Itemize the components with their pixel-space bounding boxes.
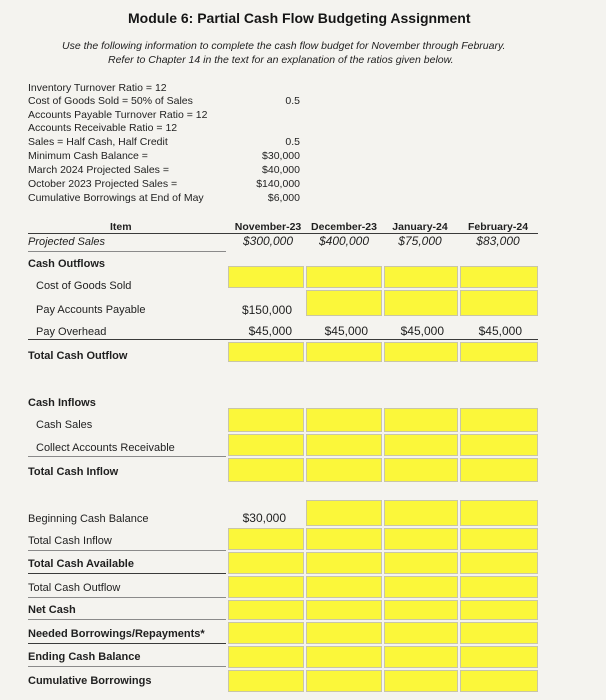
total-inflow-nov-cell[interactable] [228,458,304,482]
total-inflow-dec-cell[interactable] [306,458,382,482]
given-value: $6,000 [267,192,300,204]
row-rule [28,573,226,574]
row-rule [28,643,226,644]
instructions-line-1: Use the following information to complete the cash flow budget for November through February. [62,40,506,52]
overhead-nov-value: $45,000 [248,324,292,338]
total-outflow-dec-cell[interactable] [306,342,382,362]
collect-ar-nov-cell[interactable] [228,434,304,456]
given-value: $30,000 [262,150,300,162]
total-cash-inflow-label-2: Total Cash Inflow [28,535,112,547]
tca-feb-cell[interactable] [460,552,538,574]
overhead-jan-value: $45,000 [400,324,444,338]
month-header-jan: January-24 [392,221,448,233]
instructions-line-2: Refer to Chapter 14 in the text for an explanation of the ratios given below. [108,54,454,66]
cash-sales-jan-cell[interactable] [384,408,458,432]
total-inflow-jan-cell[interactable] [384,458,458,482]
cogs-nov-cell[interactable] [228,266,304,288]
given-value: 0.5 [285,95,300,107]
row-rule [28,550,226,551]
needed-borrowings-label: Needed Borrowings/Repayments* [28,628,205,640]
pay-overhead-label: Pay Overhead [36,326,107,338]
ending-cash-balance-label: Ending Cash Balance [28,651,141,663]
cash-sales-dec-cell[interactable] [306,408,382,432]
projected-sales-label: Projected Sales [28,236,106,248]
month-header-nov: November-23 [234,221,302,233]
total-outflow-feb-cell[interactable] [460,342,538,362]
projected-sales-dec: $400,000 [318,234,370,248]
collect-ar-dec-cell[interactable] [306,434,382,456]
cash-sales-nov-cell[interactable] [228,408,304,432]
collect-ar-jan-cell[interactable] [384,434,458,456]
tco2-nov-cell[interactable] [228,576,304,598]
cash-sales-feb-cell[interactable] [460,408,538,432]
total-inflow-feb-cell[interactable] [460,458,538,482]
given-label: Accounts Payable Turnover Ratio = 12 [28,109,208,121]
borrowings-jan-cell[interactable] [384,622,458,644]
total-cash-outflow-label-2: Total Cash Outflow [28,582,121,594]
projected-sales-nov: $300,000 [242,234,294,248]
cum-borrow-nov-cell[interactable] [228,670,304,692]
row-rule [28,666,226,667]
projected-sales-feb: $83,000 [476,234,520,248]
tca-dec-cell[interactable] [306,552,382,574]
given-value: $40,000 [262,164,300,176]
net-cash-jan-cell[interactable] [384,600,458,620]
given-label: March 2024 Projected Sales = [28,164,169,176]
tco2-dec-cell[interactable] [306,576,382,598]
cum-borrow-dec-cell[interactable] [306,670,382,692]
total-cash-available-label: Total Cash Available [28,558,134,570]
given-label: Cumulative Borrowings at End of May [28,192,204,204]
tci2-dec-cell[interactable] [306,528,382,550]
cum-borrow-jan-cell[interactable] [384,670,458,692]
beginning-cash-dec-cell[interactable] [306,500,382,526]
tci2-nov-cell[interactable] [228,528,304,550]
month-header-dec: December-23 [311,221,377,233]
cumulative-borrowings-label: Cumulative Borrowings [28,675,152,687]
given-value: 0.5 [285,136,300,148]
ending-cash-nov-cell[interactable] [228,646,304,668]
row-rule [28,339,538,340]
given-value: $140,000 [256,178,300,190]
cash-inflows-heading: Cash Inflows [28,397,96,409]
beginning-cash-jan-cell[interactable] [384,500,458,526]
tca-jan-cell[interactable] [384,552,458,574]
pay-ap-feb-cell[interactable] [460,290,538,316]
given-label: Sales = Half Cash, Half Credit [28,136,168,148]
tci2-feb-cell[interactable] [460,528,538,550]
given-label: Minimum Cash Balance = [28,150,148,162]
cash-sales-label: Cash Sales [36,419,93,431]
beginning-cash-feb-cell[interactable] [460,500,538,526]
cost-of-goods-sold-label: Cost of Goods Sold [36,280,132,292]
given-label: Accounts Receivable Ratio = 12 [28,122,178,134]
total-cash-inflow-label: Total Cash Inflow [28,466,119,478]
borrowings-nov-cell[interactable] [228,622,304,644]
tca-nov-cell[interactable] [228,552,304,574]
tci2-jan-cell[interactable] [384,528,458,550]
collect-ar-feb-cell[interactable] [460,434,538,456]
row-rule [28,251,226,252]
ending-cash-jan-cell[interactable] [384,646,458,668]
pay-ap-nov-value: $150,000 [241,303,292,317]
overhead-feb-value: $45,000 [478,324,522,338]
net-cash-label: Net Cash [28,604,76,616]
tco2-feb-cell[interactable] [460,576,538,598]
given-label: October 2023 Projected Sales = [28,178,178,190]
collect-ar-label: Collect Accounts Receivable [36,442,175,454]
cogs-dec-cell[interactable] [306,266,382,288]
beginning-cash-balance-label: Beginning Cash Balance [28,513,149,525]
given-label: Cost of Goods Sold = 50% of Sales [28,95,193,107]
tco2-jan-cell[interactable] [384,576,458,598]
total-cash-outflow-label: Total Cash Outflow [28,350,128,362]
cogs-feb-cell[interactable] [460,266,538,288]
borrowings-feb-cell[interactable] [460,622,538,644]
total-outflow-jan-cell[interactable] [384,342,458,362]
cogs-jan-cell[interactable] [384,266,458,288]
net-cash-nov-cell[interactable] [228,600,304,620]
total-outflow-nov-cell[interactable] [228,342,304,362]
net-cash-dec-cell[interactable] [306,600,382,620]
row-rule [28,597,226,598]
row-rule [28,456,226,457]
projected-sales-jan: $75,000 [398,234,442,248]
borrowings-dec-cell[interactable] [306,622,382,644]
pay-accounts-payable-label: Pay Accounts Payable [36,304,146,316]
overhead-dec-value: $45,000 [324,324,368,338]
month-header-feb: February-24 [467,221,529,233]
pay-ap-dec-cell[interactable] [306,290,382,316]
given-label: Inventory Turnover Ratio = 12 [28,82,167,94]
page-title: Module 6: Partial Cash Flow Budgeting Assignment [128,10,471,26]
pay-ap-jan-cell[interactable] [384,290,458,316]
net-cash-feb-cell[interactable] [460,600,538,620]
cum-borrow-feb-cell[interactable] [460,670,538,692]
item-header: Item [110,221,132,233]
row-rule [28,619,226,620]
ending-cash-dec-cell[interactable] [306,646,382,668]
cash-outflows-heading: Cash Outflows [28,258,106,270]
ending-cash-feb-cell[interactable] [460,646,538,668]
beginning-cash-nov-value: $30,000 [242,511,286,525]
